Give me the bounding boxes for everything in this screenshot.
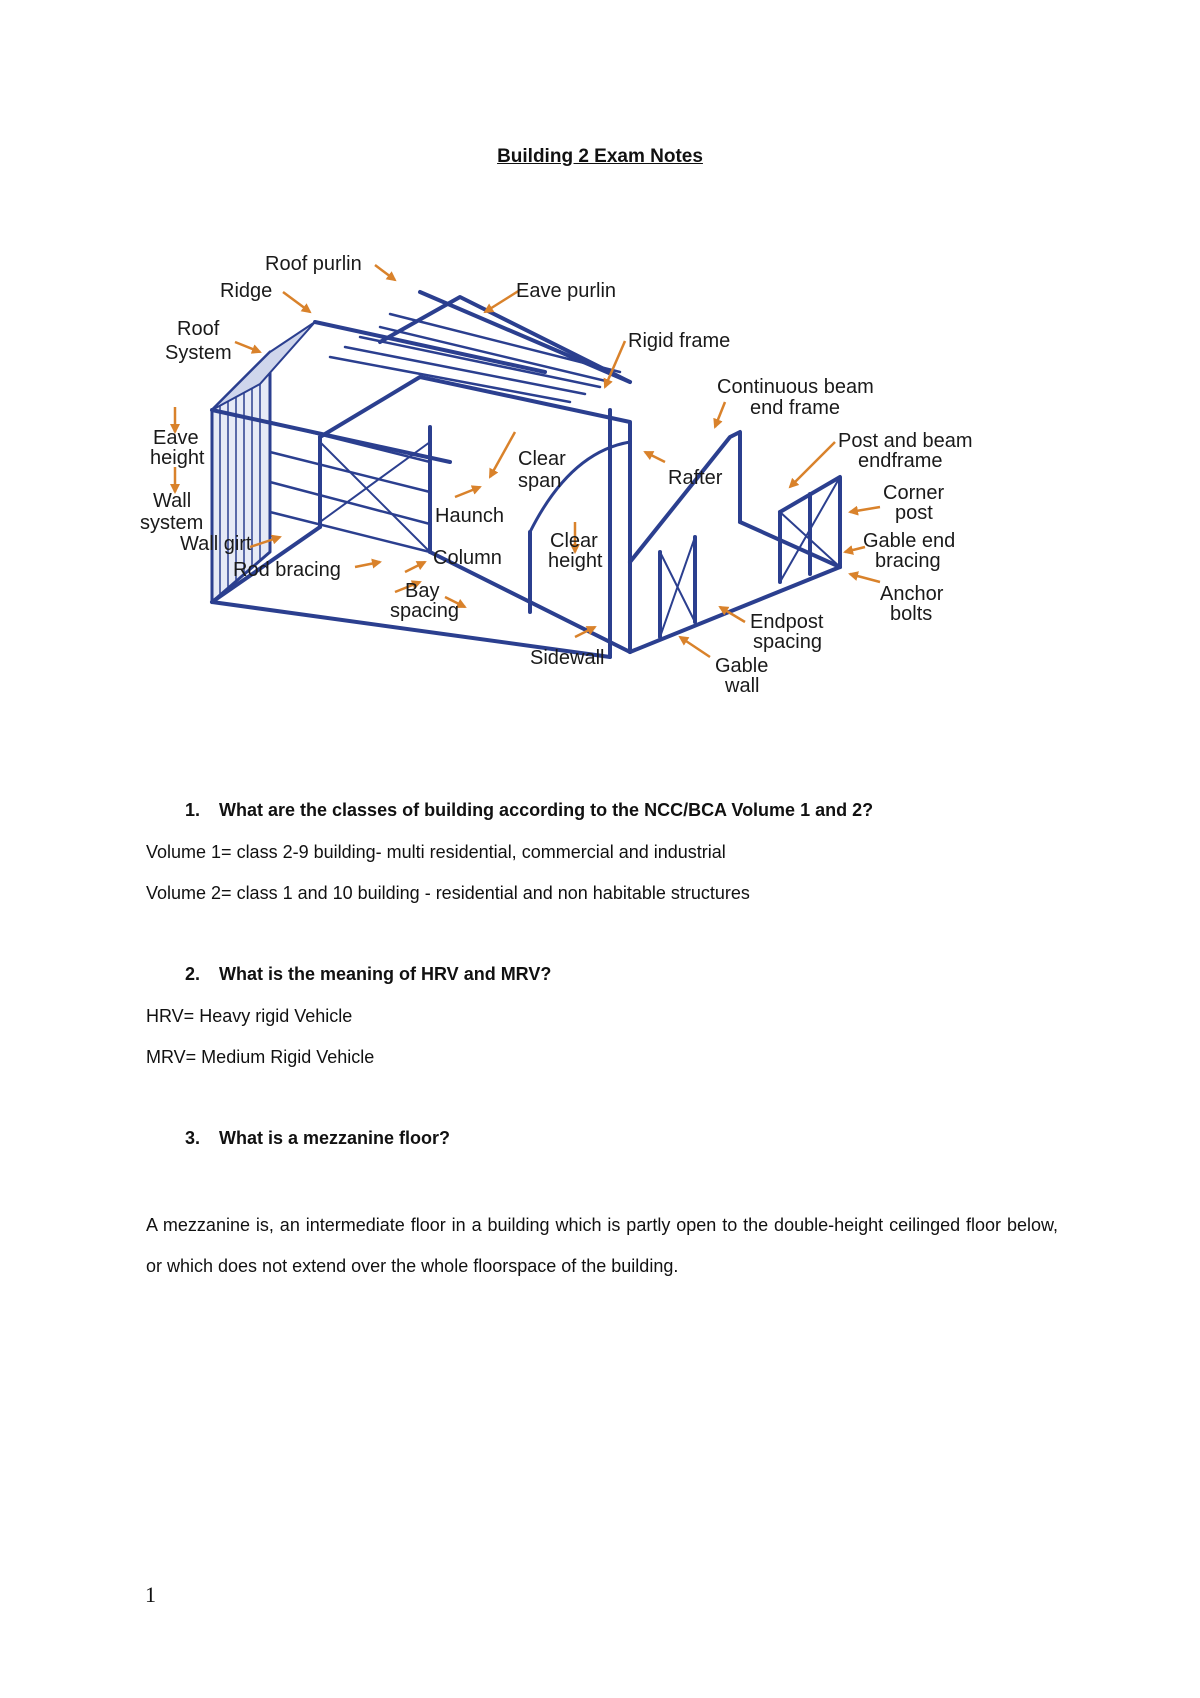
label-wall2: wall — [725, 675, 760, 697]
question-text: What is the meaning of HRV and MRV? — [219, 964, 552, 984]
label-end-frame: end frame — [750, 397, 841, 419]
label-roof: Roof — [177, 318, 220, 340]
label-post-and-beam: Post and beam — [838, 430, 973, 452]
question-number: 1. — [185, 800, 201, 820]
label-post: post — [895, 502, 933, 524]
question-3 — [185, 1128, 450, 1149]
label-sidewall: Sidewall — [530, 647, 605, 669]
label-column: Column — [433, 547, 502, 569]
label-clear: Clear — [518, 448, 566, 470]
label-rigid-frame: Rigid frame — [628, 330, 731, 352]
label-haunch: Haunch — [435, 505, 504, 527]
label-rod-bracing: Rod bracing — [233, 559, 341, 581]
label-spacing: spacing — [390, 600, 459, 622]
label-spacing2: spacing — [753, 631, 822, 653]
label-ridge: Ridge — [220, 280, 273, 302]
label-bay: Bay — [405, 580, 440, 602]
label-bolts: bolts — [890, 603, 933, 625]
label-endpost: Endpost — [750, 611, 824, 633]
document-title: Building 2 Exam Notes — [497, 146, 703, 167]
label-system2: system — [140, 512, 204, 534]
label-height2: height — [548, 550, 603, 572]
label-continuous-beam: Continuous beam — [717, 376, 874, 398]
label-gable-end: Gable end — [863, 530, 956, 552]
question-number: 3. — [185, 1128, 201, 1148]
label-span: span — [518, 470, 562, 492]
question-number: 2. — [185, 964, 201, 984]
answer-paragraph: A mezzanine is, an intermediate floor in a building which is partly open to the double-height ceilinged floor below, or which does not extend over the whole floorspace of the building. — [146, 1215, 1058, 1276]
question-text: What are the classes of building according to the NCC/BCA Volume 1 and 2? — [219, 800, 874, 820]
answer-line: Volume 1= class 2-9 building- multi residential, commercial and industrial — [146, 842, 726, 862]
answer-line: MRV= Medium Rigid Vehicle — [146, 1047, 375, 1067]
question-text: What is a mezzanine floor? — [219, 1128, 451, 1148]
question-1 — [185, 800, 873, 821]
label-system: System — [165, 342, 232, 364]
answer-line: HRV= Heavy rigid Vehicle — [146, 1006, 353, 1026]
label-height: height — [150, 447, 205, 469]
wall-girts — [270, 422, 430, 552]
label-wall: Wall — [153, 490, 192, 512]
label-anchor: Anchor — [880, 583, 944, 605]
label-endframe: endframe — [858, 450, 943, 472]
page-number: 1 — [145, 1582, 156, 1607]
label-eave: Eave — [153, 427, 199, 449]
steel-frame-building-diagram — [140, 253, 1070, 764]
label-roof-purlin: Roof purlin — [265, 253, 362, 275]
label-corner: Corner — [883, 482, 945, 504]
question-2 — [185, 964, 551, 985]
label-wall-girt: Wall girt — [180, 533, 252, 555]
label-bracing: bracing — [875, 550, 941, 572]
label-gable: Gable — [715, 655, 769, 677]
label-eave-purlin: Eave purlin — [516, 280, 617, 302]
answer-line: Volume 2= class 1 and 10 building - residential and non habitable structures — [146, 883, 750, 903]
label-clear2: Clear — [550, 530, 598, 552]
label-rafter: Rafter — [668, 467, 723, 489]
